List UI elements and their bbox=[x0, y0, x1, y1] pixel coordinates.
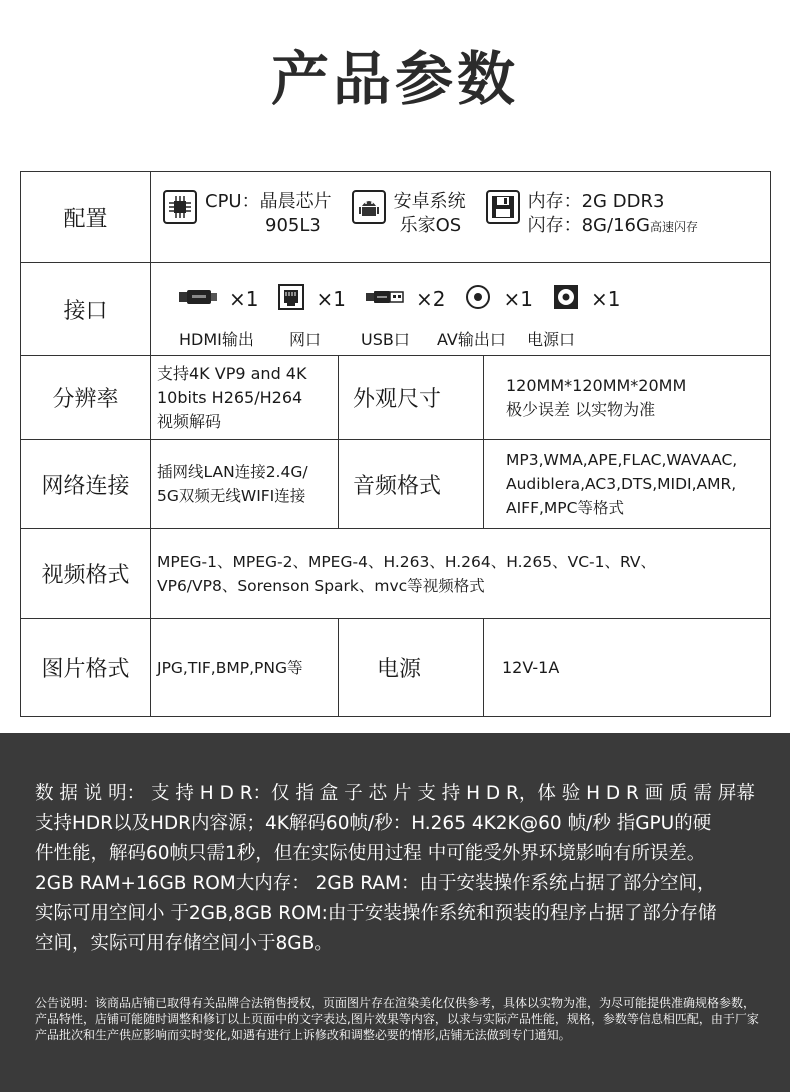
ports-values bbox=[151, 263, 771, 356]
network-line: 插网线LAN连接2.4G/ bbox=[157, 463, 308, 481]
usb-label: USB口 bbox=[361, 329, 410, 349]
note-line: 空间，实际可用存储空间小于8GB。 bbox=[35, 933, 333, 954]
audio-label: 音频格式 bbox=[339, 440, 484, 529]
av-count: ×1 bbox=[503, 286, 533, 311]
video-value bbox=[151, 529, 771, 619]
audio-line: AIFF,MPC等格式 bbox=[506, 499, 624, 517]
network-row bbox=[21, 440, 771, 529]
notes-panel bbox=[0, 733, 790, 1092]
usb-count: ×2 bbox=[415, 286, 446, 311]
size-value bbox=[484, 356, 771, 440]
ethernet-port-icon bbox=[278, 284, 304, 314]
note-line: 支持HDR以及HDR内容源；4K解码60帧/秒：H.265 4K2K@60 帧/秒 指GPU的硬 bbox=[35, 813, 712, 834]
size-line: 极少误差 以实物为准 bbox=[506, 399, 656, 419]
ports-label: 接口 bbox=[21, 263, 151, 356]
memory-ram: 内存：2G DDR3 bbox=[527, 191, 665, 212]
resolution-line: 10bits H265/H264 bbox=[157, 387, 303, 407]
os-title: 安卓系统 bbox=[393, 191, 466, 212]
memory-flash-note: 高速闪存 bbox=[649, 220, 698, 234]
cpu-item bbox=[163, 190, 332, 238]
os-item bbox=[352, 190, 466, 238]
note-line: 件性能，解码60帧只需1秒，但在实际使用过程 中可能受外界环境影响有所误差。 bbox=[35, 843, 706, 864]
os-name: 乐家OS bbox=[399, 215, 462, 236]
image-row bbox=[21, 619, 771, 717]
note-line: 实际可用空间小 于2GB,8GB ROM:由于安装操作系统和预装的程序占据了部分存储 bbox=[35, 903, 717, 924]
network-line: 5G双频无线WIFI连接 bbox=[157, 487, 306, 505]
audio-value bbox=[484, 440, 771, 529]
page-title: 产品参数 bbox=[270, 45, 519, 113]
network-value bbox=[151, 440, 339, 529]
power-label: 电源口 bbox=[527, 329, 576, 349]
power-label: 电源 bbox=[339, 619, 484, 717]
av-jack-icon bbox=[465, 284, 491, 314]
hdmi-icon bbox=[179, 289, 217, 309]
lan-label: 网口 bbox=[289, 329, 322, 349]
size-line: 120MM*120MM*20MM bbox=[506, 375, 687, 395]
ports-row bbox=[21, 263, 771, 356]
resolution-label: 分辨率 bbox=[21, 356, 151, 440]
resolution-value bbox=[151, 356, 339, 440]
image-value: JPG,TIF,BMP,PNG等 bbox=[151, 619, 339, 717]
android-icon bbox=[352, 190, 386, 224]
power-count: ×1 bbox=[590, 286, 621, 311]
cpu-model: 905L3 bbox=[265, 215, 321, 236]
video-line: VP6/VP8、Sorenson Spark、mvc等视频格式 bbox=[157, 576, 485, 595]
spec-table bbox=[20, 171, 771, 717]
usb-icon bbox=[366, 289, 404, 309]
config-label: 配置 bbox=[21, 172, 151, 263]
av-label: AV输出口 bbox=[437, 329, 506, 349]
network-label: 网络连接 bbox=[21, 440, 151, 529]
resolution-line: 支持4K VP9 and 4K bbox=[157, 363, 307, 383]
video-label: 视频格式 bbox=[21, 529, 151, 619]
lan-count: ×1 bbox=[316, 286, 346, 311]
video-row bbox=[21, 529, 771, 619]
data-notes bbox=[35, 779, 760, 959]
legal-notice: 公告说明：该商品店铺已取得有关品牌合法销售授权，页面图片存在渲染美化仅供参考，具体以实物为准，为尽可能提供准确规格参数，产品特性，店铺可能随时调整和修订以上页面中的文字表达,图片效果等内容，以求与实际产品性能，规格，参数等信息相匹配，由于厂家产品批次和生产供应影响而实时变化,如遇有进行上诉修改和调整必要的情形,店铺无法做到专门通知。 bbox=[35, 996, 759, 1042]
config-values bbox=[151, 172, 771, 263]
resolution-row bbox=[21, 356, 771, 440]
note-line: 数 据 说 明： 支 持 H D R：仅 指 盒 子 芯 片 支 持 H D R，体 验 H D R 画 质 需 屏幕 bbox=[35, 783, 755, 804]
resolution-line: 视频解码 bbox=[157, 411, 222, 431]
power-value: 12V-1A bbox=[484, 619, 771, 717]
chip-icon bbox=[163, 190, 197, 224]
hdmi-count: ×1 bbox=[229, 286, 259, 311]
config-row bbox=[21, 172, 771, 263]
cpu-title: CPU：晶晨芯片 bbox=[205, 191, 332, 212]
floppy-disk-icon bbox=[486, 190, 520, 224]
hdmi-label: HDMI输出 bbox=[179, 329, 254, 349]
note-line: 2GB RAM+16GB ROM大内存： 2GB RAM：由于安装操作系统占据了部分空间， bbox=[35, 873, 716, 894]
audio-line: MP3,WMA,APE,FLAC,WAVAAC, bbox=[506, 451, 738, 469]
memory-item bbox=[486, 190, 698, 239]
audio-line: Audiblera,AC3,DTS,MIDI,AMR, bbox=[506, 475, 737, 493]
size-label: 外观尺寸 bbox=[339, 356, 484, 440]
image-label: 图片格式 bbox=[21, 619, 151, 717]
memory-flash: 闪存：8G/16G bbox=[527, 215, 650, 236]
power-jack-icon bbox=[553, 284, 579, 314]
video-line: MPEG-1、MPEG-2、MPEG-4、H.263、H.264、H.265、VC-1、RV、 bbox=[157, 552, 657, 571]
